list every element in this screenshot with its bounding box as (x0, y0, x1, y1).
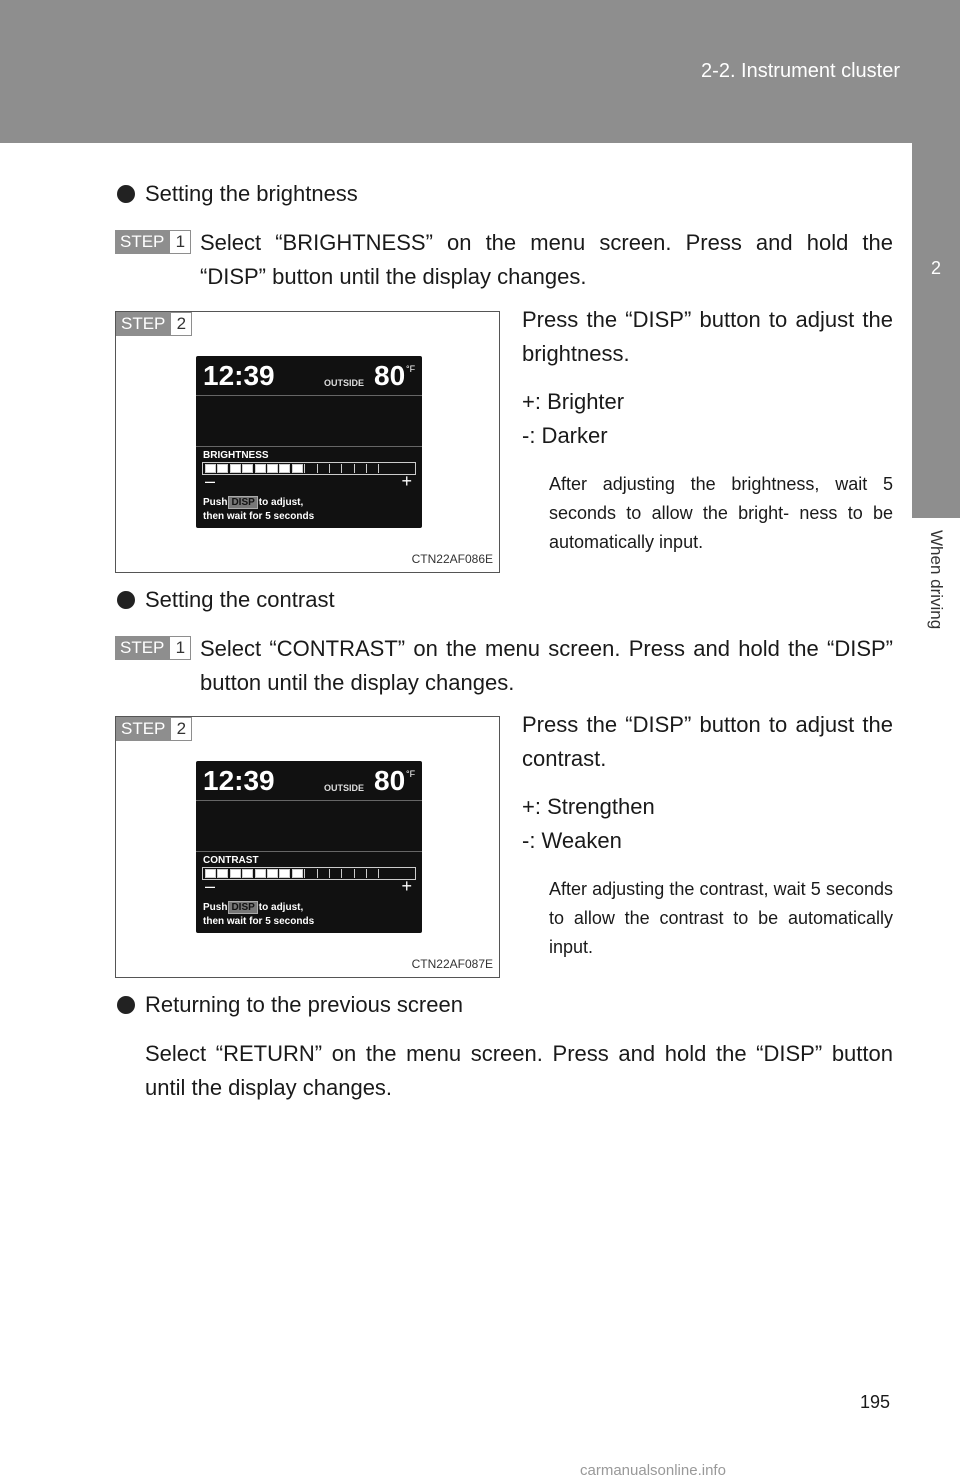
outside-temperature: 80 (374, 765, 406, 796)
contrast-step1-text: Select “CONTRAST” on the menu screen. Press and hold the “DISP” button until the display changes. (200, 636, 893, 695)
wait-instruction: then wait for 5 seconds (203, 916, 315, 927)
step-badge (116, 717, 192, 741)
contrast-note: After adjusting the contrast, wait 5 seconds to allow the contrast to be automatically input. (549, 879, 893, 957)
contrast-figure (115, 716, 500, 978)
push-text: Push (203, 902, 228, 913)
brightness-minus-text: -: Darker (522, 423, 608, 448)
level-segment-filled (230, 869, 241, 878)
step-label: STEP (116, 717, 170, 741)
level-segment-empty (366, 464, 377, 473)
step-number: 2 (170, 717, 192, 741)
level-segment-filled (230, 464, 241, 473)
level-segment-filled (242, 464, 253, 473)
level-segment-empty (378, 464, 389, 473)
level-segment-empty (341, 464, 352, 473)
display-top-row (196, 356, 422, 396)
temperature-unit: °F (406, 769, 416, 779)
level-segment-filled (292, 869, 303, 878)
contrast-step2-text: Press the “DISP” button to adjust the contrast. (522, 712, 893, 771)
bullet-icon (117, 591, 135, 609)
watermark: carmanualsonline.info (580, 1462, 726, 1479)
level-segment-empty (341, 869, 352, 878)
level-segment-empty (304, 464, 315, 473)
brightness-step2-text: Press the “DISP” button to adjust the brightness. (522, 307, 893, 366)
level-segment-filled (255, 869, 266, 878)
level-bar (202, 867, 416, 880)
push-instruction (203, 901, 303, 914)
bullet-icon (117, 185, 135, 203)
level-segment-filled (292, 464, 303, 473)
display-top-row (196, 761, 422, 801)
step-number: 1 (169, 230, 191, 254)
level-segment-filled (267, 869, 278, 878)
push-instruction (203, 496, 303, 509)
page-number: 195 (860, 1392, 891, 1412)
level-segment-filled (267, 464, 278, 473)
brightness-step1-text: Select “BRIGHTNESS” on the menu screen. Press and hold the “DISP” button until the display changes. (200, 230, 893, 289)
outside-label: OUTSIDE (324, 783, 365, 793)
outside-temperature: 80 (374, 360, 406, 391)
step-label: STEP (115, 230, 169, 254)
level-segment-empty (366, 869, 377, 878)
level-bar (202, 462, 416, 475)
minus-sign: – (205, 471, 216, 491)
disp-key: DISP (228, 496, 257, 509)
level-segment-filled (279, 464, 290, 473)
to-adjust-text: to adjust, (258, 902, 304, 913)
step-badge (115, 230, 191, 254)
figure-code: CTN22AF087E (411, 957, 493, 971)
page-header (0, 0, 960, 143)
level-segment-filled (255, 464, 266, 473)
level-segment-filled (279, 869, 290, 878)
step-badge (116, 312, 192, 336)
brightness-figure (115, 311, 500, 573)
section-title: 2-2. Instrument cluster (701, 60, 900, 82)
chapter-label (912, 518, 960, 678)
level-segment-empty (354, 869, 365, 878)
return-heading (117, 992, 463, 1018)
cluster-display (196, 761, 422, 933)
contrast-plus-text: +: Strengthen (522, 794, 655, 819)
bullet-icon (117, 996, 135, 1014)
display-middle (196, 802, 422, 852)
step-label: STEP (116, 312, 170, 336)
clock: 12:39 (203, 765, 275, 796)
level-segment-empty (329, 869, 340, 878)
chapter-tab (912, 143, 960, 518)
step-badge (115, 636, 191, 660)
level-segment-filled (242, 869, 253, 878)
cluster-display (196, 356, 422, 528)
level-segment-empty (354, 464, 365, 473)
level-segment-empty (317, 464, 328, 473)
to-adjust-text: to adjust, (258, 497, 304, 508)
menu-title: CONTRAST (203, 855, 259, 866)
level-segment-empty (317, 869, 328, 878)
step-number: 1 (169, 636, 191, 660)
wait-instruction: then wait for 5 seconds (203, 511, 315, 522)
plus-sign: + (401, 876, 412, 896)
figure-code: CTN22AF086E (411, 552, 493, 566)
display-middle (196, 397, 422, 447)
chapter-label-text: When driving (927, 530, 946, 630)
menu-title: BRIGHTNESS (203, 450, 269, 461)
level-segment-empty (378, 869, 389, 878)
level-segment-empty (329, 464, 340, 473)
chapter-number: 2 (930, 258, 941, 278)
level-segment-filled (217, 464, 228, 473)
contrast-heading-text: Setting the contrast (145, 587, 335, 612)
clock: 12:39 (203, 360, 275, 391)
brightness-plus-text: +: Brighter (522, 389, 625, 414)
temperature-unit: °F (406, 364, 416, 374)
brightness-heading-text: Setting the brightness (145, 181, 358, 206)
minus-sign: – (205, 876, 216, 896)
step-number: 2 (170, 312, 192, 336)
level-segment-empty (304, 869, 315, 878)
return-heading-text: Returning to the previous screen (145, 992, 463, 1017)
brightness-note: After adjusting the brightness, wait 5 seconds to allow the bright- ness to be automatically input. (549, 474, 893, 552)
disp-key: DISP (228, 901, 257, 914)
brightness-heading (117, 181, 358, 207)
level-segment-filled (217, 869, 228, 878)
return-body: Select “RETURN” on the menu screen. Press and hold the “DISP” button until the display changes. (145, 1041, 893, 1100)
contrast-heading (117, 587, 335, 613)
plus-sign: + (401, 471, 412, 491)
push-text: Push (203, 497, 228, 508)
contrast-minus-text: -: Weaken (522, 828, 622, 853)
outside-label: OUTSIDE (324, 378, 365, 388)
step-label: STEP (115, 636, 169, 660)
